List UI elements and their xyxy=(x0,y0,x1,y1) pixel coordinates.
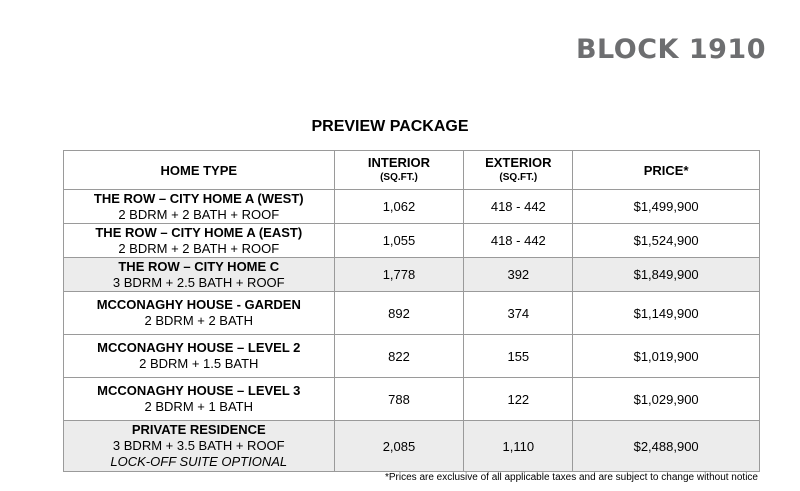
price-cell: $2,488,900 xyxy=(573,421,760,472)
exterior-cell: 418 - 442 xyxy=(464,190,573,224)
home-desc: 3 BDRM + 3.5 BATH + ROOF xyxy=(112,438,285,453)
interior-cell: 2,085 xyxy=(334,421,464,472)
home-name: THE ROW – CITY HOME A (EAST) xyxy=(95,224,303,240)
home-name: THE ROW – CITY HOME C xyxy=(118,258,280,274)
home-name: MCCONAGHY HOUSE – LEVEL 2 xyxy=(97,340,301,355)
interior-cell: 822 xyxy=(334,335,464,378)
exterior-cell: 392 xyxy=(464,258,573,292)
header-home-type: HOME TYPE xyxy=(64,151,335,190)
price-cell: $1,149,900 xyxy=(573,292,760,335)
price-cell: $1,849,900 xyxy=(573,258,760,292)
exterior-cell: 374 xyxy=(464,292,573,335)
home-desc: 2 BDRM + 2 BATH + ROOF xyxy=(118,240,280,256)
home-name: MCCONAGHY HOUSE – LEVEL 3 xyxy=(97,383,301,398)
header-interior: INTERIOR (SQ.FT.) xyxy=(334,151,464,190)
home-desc: 2 BDRM + 1.5 BATH xyxy=(139,356,259,371)
exterior-cell: 122 xyxy=(464,378,573,421)
interior-cell: 1,062 xyxy=(334,190,464,224)
header-interior-unit: (SQ.FT.) xyxy=(380,172,418,183)
price-cell: $1,524,900 xyxy=(573,224,760,258)
interior-cell: 1,055 xyxy=(334,224,464,258)
home-note: LOCK-OFF SUITE OPTIONAL xyxy=(110,454,288,469)
price-cell: $1,029,900 xyxy=(573,378,760,421)
brand-logo: BLOCK 1910 xyxy=(575,34,766,65)
table-row xyxy=(64,378,760,421)
home-desc: 2 BDRM + 2 BATH + ROOF xyxy=(118,206,280,222)
exterior-cell: 155 xyxy=(464,335,573,378)
home-name: PRIVATE RESIDENCE xyxy=(131,422,266,437)
table-row xyxy=(64,224,760,258)
price-cell: $1,019,900 xyxy=(573,335,760,378)
interior-cell: 788 xyxy=(334,378,464,421)
price-cell: $1,499,900 xyxy=(573,190,760,224)
table-row xyxy=(64,421,760,472)
home-name: MCCONAGHY HOUSE - GARDEN xyxy=(96,297,301,312)
interior-cell: 1,778 xyxy=(334,258,464,292)
home-desc: 2 BDRM + 1 BATH xyxy=(144,399,254,414)
interior-cell: 892 xyxy=(334,292,464,335)
page-title: PREVIEW PACKAGE xyxy=(311,118,469,135)
home-type-cell xyxy=(64,378,335,421)
pricing-table xyxy=(63,150,760,472)
table-row xyxy=(64,258,760,292)
table-row xyxy=(64,292,760,335)
header-exterior-unit: (SQ.FT.) xyxy=(499,172,538,183)
home-name: THE ROW – CITY HOME A (WEST) xyxy=(93,190,304,206)
header-exterior: EXTERIOR (SQ.FT.) xyxy=(464,151,573,190)
home-type-cell xyxy=(64,421,335,472)
home-type-cell xyxy=(64,224,335,258)
header-price: PRICE* xyxy=(573,151,760,190)
home-desc: 2 BDRM + 2 BATH xyxy=(144,313,254,328)
home-type-cell xyxy=(64,292,335,335)
footnote: *Prices are exclusive of all applicable taxes and are subject to change without notice xyxy=(385,472,758,483)
table-row xyxy=(64,190,760,224)
exterior-cell: 1,110 xyxy=(464,421,573,472)
home-type-cell xyxy=(64,190,335,224)
table-header-row xyxy=(64,151,760,190)
home-type-cell xyxy=(64,335,335,378)
exterior-cell: 418 - 442 xyxy=(464,224,573,258)
home-desc: 3 BDRM + 2.5 BATH + ROOF xyxy=(112,274,285,290)
home-type-cell xyxy=(64,258,335,292)
table-row xyxy=(64,335,760,378)
